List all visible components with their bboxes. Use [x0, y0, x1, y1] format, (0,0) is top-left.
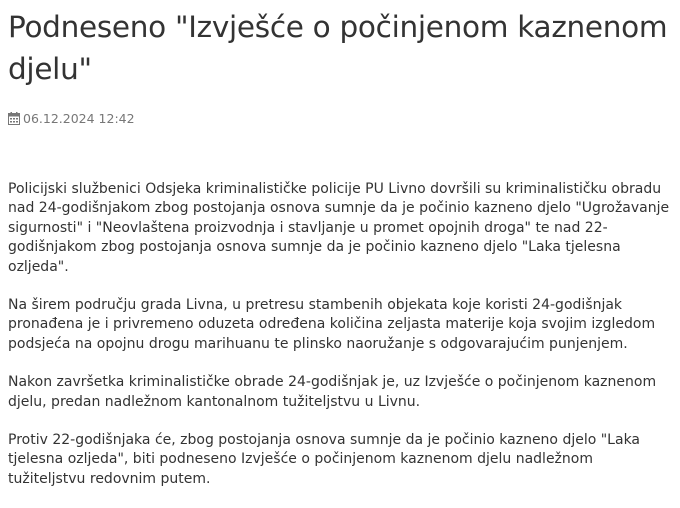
article-body: [8, 180, 670, 489]
date-text: 06.12.2024 12:42: [23, 110, 135, 126]
article-paragraph: Policijski službenici Odsjeka kriminalističke policije PU Livno dovršili su kriminalističku obradu nad 24-godišnjakom zbog postojanja osnova sumnje da je počinio kazneno djelo "Ugrožavanje sigurnosti" i "Neovlaštena proizvodnja i stavljanje u promet opojnih droga" te nad 22-godišnjakom zbog postojanja osnova sumnje da je počinio kazneno djelo "Laka tjelesna ozljeda".: [8, 181, 670, 275]
article-paragraph: Na širem području grada Livna, u pretresu stambenih objekata koje koristi 24-godišnjak pronađena je i privremeno oduzeta određena količina zeljasta materije koja svojim izgledom podsjeća na opojnu drogu marihuanu te plinsko naoružanje s odgovarajućim punjenjem.: [8, 297, 656, 352]
article-paragraph: Nakon završetka kriminalističke obrade 24-godišnjak je, uz Izvješće o počinjenom kaznenom djelu, predan nadležnom kantonalnom tužiteljstvu u Livnu.: [8, 374, 657, 410]
calendar-icon: [8, 112, 20, 125]
article-paragraph: Protiv 22-godišnjaka će, zbog postojanja osnova sumnje da je počinio kazneno djelo "Laka tjelesna ozljeda", biti podneseno Izvješće o počinjenom kaznenom djelu nadležnom tužiteljstvu redovnim putem.: [8, 432, 641, 487]
article-title: Podneseno "Izvješće o počinjenom kaznenom djelu": [8, 10, 668, 86]
article-date: [8, 108, 672, 128]
news-article: [8, 0, 672, 508]
